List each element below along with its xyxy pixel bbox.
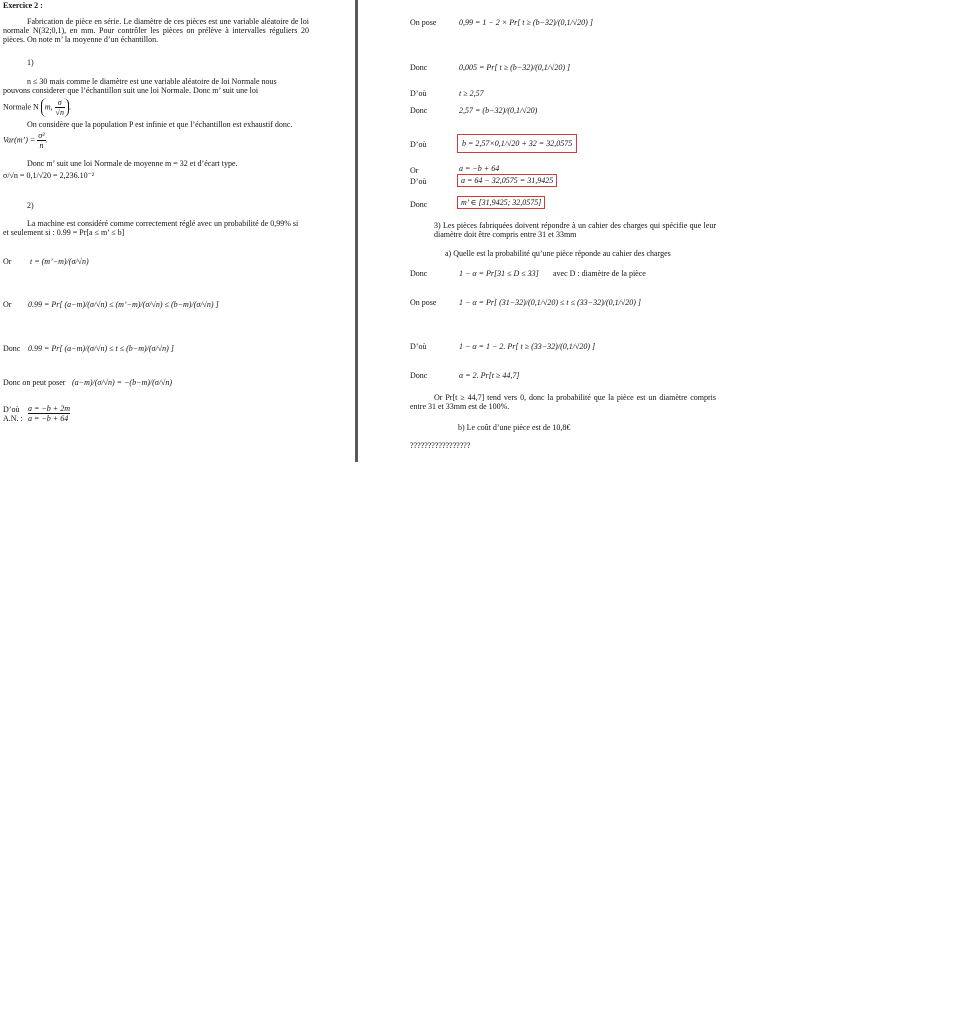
part1-heading: 1) xyxy=(27,58,34,67)
donc3-label: Donc xyxy=(410,106,428,115)
sigma-formula: σ/√n = 0,1/√20 = 2,236.10⁻² xyxy=(3,171,95,180)
part3-paragraph: 3) Les pièces fabriquées doivent répondre à un cahier des charges qui spécifie que leur diamètre doit être compris entre 31 et 33mm xyxy=(434,221,716,240)
donc2-label: Donc xyxy=(410,63,428,72)
a-result-box: a = 64 − 32,0575 = 31,9425 xyxy=(457,174,557,187)
an-formula: a = −b + 64 xyxy=(28,414,69,423)
donc-on-peut-formula: (a−m)/(σ/√n) = −(b−m)/(σ/√n) xyxy=(72,378,173,387)
donc5-formula: 1 − α = Pr[31 ≤ D ≤ 33] xyxy=(459,269,539,278)
population-paragraph: On considère que la population P est infinie et que l’échantillon est exhaustif donc. xyxy=(27,120,293,129)
donc3-formula: 2,57 = (b−32)/(0,1/√20) xyxy=(459,106,538,115)
normale-line: Normale N m, $\frac{\sigma}{√n}$ . xyxy=(3,98,71,118)
left-page xyxy=(0,0,352,460)
dou3-label: D’où xyxy=(410,140,427,149)
donc5-label: Donc xyxy=(410,269,428,278)
conclusion-paragraph: Or Pr[t ≥ 44,7] tend vers 0, donc la probabilité que la pièce est un diamètre compris entre 31 et 33mm est de 100%. xyxy=(410,393,716,412)
question-marks: ????????????????? xyxy=(410,441,471,450)
right-page xyxy=(360,0,760,460)
distribution-paragraph: Donc m’ suit une loi Normale de moyenne m = 32 et d’écart type. xyxy=(27,159,238,168)
exercise-title: Exercice 2 : xyxy=(3,1,43,10)
donc1-label: Donc xyxy=(3,344,21,353)
variance-lhs: Var(m’) = xyxy=(3,135,36,145)
onpose1-label: On pose xyxy=(410,18,437,27)
donc5-note: avec D : diamètre de la pièce xyxy=(553,269,646,278)
or1-formula: t = (m’−m)/(σ/√n) xyxy=(30,257,89,266)
dou5-label: D’où xyxy=(410,342,427,351)
or2-formula: 0.99 = Pr[ (a−m)/(σ/√n) ≤ (m’−m)/(σ/√n) ≤ (b−m)/(σ/√n) ] xyxy=(28,300,219,309)
or3-formula: a = −b + 64 xyxy=(459,164,500,173)
normale-mean: m, xyxy=(44,102,53,112)
an-label: A.N. : xyxy=(3,414,23,423)
dou5-formula: 1 − α = 1 − 2. Pr[ t ≥ (33−32)/(0,1/√20) ] xyxy=(459,342,596,351)
normale-sd-fraction: $\frac{\sigma}{√n}$ xyxy=(55,98,64,118)
part2-heading: 2) xyxy=(27,201,34,210)
variance-formula: Var(m’) = $\frac{\text{σ²}}{n}$ . xyxy=(3,131,48,151)
onpose1-formula: 0,99 = 1 − 2 × Pr[ t ≥ (b−32)/(0,1/√20) ] xyxy=(459,18,593,27)
donc4-label: Donc xyxy=(410,200,428,209)
part3b-answer: b) Le coût d’une pièce est de 10,8€ xyxy=(458,423,571,432)
page-divider xyxy=(355,0,358,462)
donc2-formula: 0,005 = Pr[ t ≥ (b−32)/(0,1/√20) ] xyxy=(459,63,571,72)
part3a-question: a) Quelle est la probabilité qu’une pièce réponde au cahier des charges xyxy=(445,249,671,258)
normal-law-paragraph: n ≤ 30 mais comme le diamètre est une variable aléatoire de loi Normale nous pouvons considerer que l’échantillon suit une loi Normale. Donc m’ suit une loi xyxy=(3,77,277,96)
or2-label: Or xyxy=(3,300,12,309)
dou2-formula: t ≥ 2,57 xyxy=(459,89,484,98)
dou-label: D’où xyxy=(3,405,20,414)
dou2-label: D’où xyxy=(410,89,427,98)
normale-label: Normale N xyxy=(3,102,39,112)
donc6-formula: α = 2. Pr[t ≥ 44,7] xyxy=(459,371,520,380)
onpose2-formula: 1 − α = Pr[ (31−32)/(0,1/√20) ≤ t ≤ (33−32)/(0,1/√20) ] xyxy=(459,298,642,307)
machine-paragraph: La machine est considéré comme correctement réglé avec un probabilité de 0,99% si et seulement si : 0.99 = Pr[a ≤ m’ ≤ b] xyxy=(3,219,299,238)
intro-paragraph: Fabrication de pièce en série. Le diamètre de ces pièces est une variable aléatoire de loi normale N(32;0,1), en mm. Pour contrôler les pièces on prélève à intervalles réguliers 20 pièces. On note m’ la moyenne d’un échantillon. xyxy=(3,17,309,45)
dou-formula: a = −b + 2m xyxy=(28,404,70,413)
or3-label: Or xyxy=(410,166,419,175)
normale-args xyxy=(41,98,69,117)
donc-on-peut-label: Donc on peut poser xyxy=(3,378,66,387)
donc6-label: Donc xyxy=(410,371,428,380)
onpose2-label: On pose xyxy=(410,298,437,307)
or1-label: Or xyxy=(3,257,12,266)
interval-result-box: m’ ∈ [31,9425; 32,0575] xyxy=(457,196,545,209)
dou4-label: D’où xyxy=(410,177,427,186)
variance-fraction: $\frac{\text{σ²}}{n}$ xyxy=(38,131,45,151)
b-result-box: b = 2,57×0,1/√20 + 32 = 32,0575 xyxy=(457,134,577,153)
donc1-formula: 0.99 = Pr[ (a−m)/(σ/√n) ≤ t ≤ (b−m)/(σ/√n) ] xyxy=(28,344,174,353)
